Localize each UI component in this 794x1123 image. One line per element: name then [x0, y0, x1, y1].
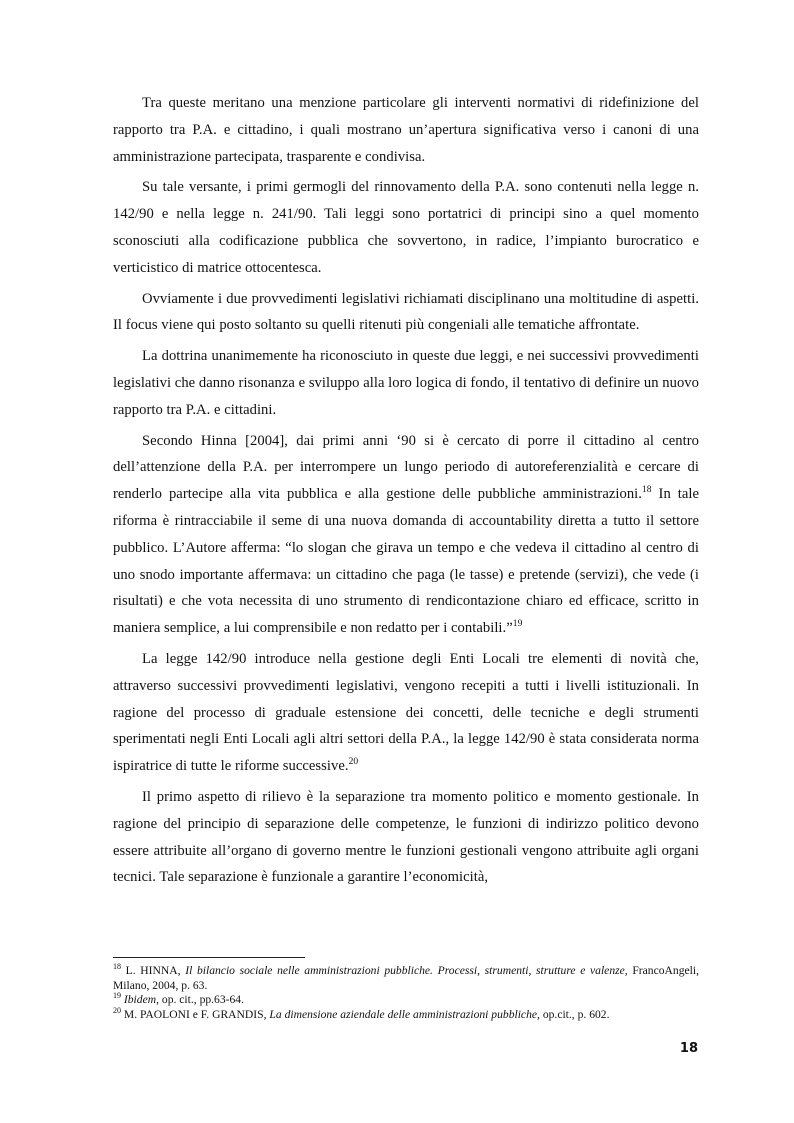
- footnote-ref-20[interactable]: 20: [348, 757, 359, 768]
- footnote-number: 19: [113, 991, 121, 1001]
- paragraph-3: Ovviamente i due provvedimenti legislativi richiamati disciplinano una moltitudine di aspetti. Il focus viene qui posto soltanto su quelli ritenuti più congeniali alle tematiche affrontate.: [113, 290, 699, 334]
- footnote-number: 18: [113, 962, 121, 972]
- footnote-details: op.cit., p. 602.: [539, 1007, 610, 1021]
- paragraph-5-part-b: In tale riforma è rintracciabile il seme di una nuova domanda di accountability diretta a tutto il settore pubblico. L’Autore afferma: “lo slogan che girava un tempo e che vedeva il cittadino al centro di uno snodo importante affermava: un cittadino che paga (le tasse) e pretende (servizi), che vede (i risultati) e che vota necessita di uno strumento di rendicontazione chiaro ed efficace, scritto in maniera semplice, a lui comprensibile e non redatto per i contabili.”: [113, 486, 699, 637]
- footnote-ref-18[interactable]: 18: [642, 485, 652, 496]
- footnote-title: Il bilancio sociale nelle amministrazioni pubbliche. Processi, strumenti, strutture e valenze,: [185, 964, 628, 977]
- footnote-title: La dimensione aziendale delle amministrazioni pubbliche,: [269, 1007, 540, 1021]
- paragraph-1: Tra queste meritano una menzione particolare gli interventi normativi di ridefinizione del rapporto tra P.A. e cittadino, i quali mostrano un’apertura significativa verso i canoni di una amministrazione partecipata, trasparente e condivisa.: [113, 95, 699, 165]
- paragraph-4: La dottrina unanimemente ha riconosciuto in queste due leggi, e nei successivi provvedimenti legislativi che danno risonanza e sviluppo alla loro logica di fondo, il tentativo di definire un nuovo rapporto tra P.A. e cittadini.: [113, 348, 699, 418]
- footnote-number: 20: [113, 1005, 121, 1015]
- footnote-18: [113, 964, 699, 993]
- footnote-author: L. HINNA,: [121, 964, 186, 977]
- footnote-author: M. PAOLONI e F. GRANDIS,: [121, 1007, 270, 1021]
- paragraph-6: [113, 646, 699, 780]
- footnote-19: [113, 993, 699, 1008]
- footnotes: [113, 964, 699, 1022]
- page-number: 18: [679, 1041, 698, 1056]
- footnote-title: Ibidem: [121, 993, 157, 1007]
- body-text: [113, 90, 699, 895]
- footnote-details: , op. cit., pp.63-64.: [156, 993, 245, 1007]
- footnote-separator: [113, 957, 305, 958]
- footnote-details: FrancoAngeli, Milano, 2004, p. 63.: [113, 964, 699, 992]
- paragraph-6-text: La legge 142/90 introduce nella gestione degli Enti Locali tre elementi di novità che, attraverso successivi provvedimenti legislativi, vengono recepiti a tutti i livelli istituzionali. In ragione del processo di graduale estensione dei concetti, delle tecniche e degli strumenti sperimentati negli Enti Locali agli altri settori della P.A., la legge 142/90 è stata considerata norma ispiratrice di tutte le riforme successive.: [113, 650, 699, 775]
- footnote-ref-19[interactable]: 19: [512, 619, 523, 630]
- footnote-20: [113, 1005, 699, 1023]
- paragraph-5: [113, 428, 699, 642]
- paragraph-7: Il primo aspetto di rilievo è la separazione tra momento politico e momento gestionale. In ragione del principio di separazione delle competenze, le funzioni di indirizzo politico devono essere attribuite all’organo di governo mentre le funzioni gestionali vengono attribuite agli organi tecnici. Tale separazione è funzionale a garantire l’economicità,: [113, 788, 699, 886]
- paragraph-2: Su tale versante, i primi germogli del rinnovamento della P.A. sono contenuti nella legge n. 142/90 e nella legge n. 241/90. Tali leggi sono portatrici di principi sino a quel momento sconosciuti alla codificazione pubblica che sovvertono, in radice, l’impianto burocratico e verticistico di matrice ottocentesca.: [113, 179, 699, 276]
- paragraph-5-part-a: Secondo Hinna [2004], dai primi anni ‘90 si è cercato di porre il cittadino al centro dell’attenzione della P.A. per interrompere un lungo periodo di autoreferenzialità e cercare di renderlo partecipe alla vita pubblica e alla gestione delle pubbliche amministrazioni.: [113, 432, 699, 503]
